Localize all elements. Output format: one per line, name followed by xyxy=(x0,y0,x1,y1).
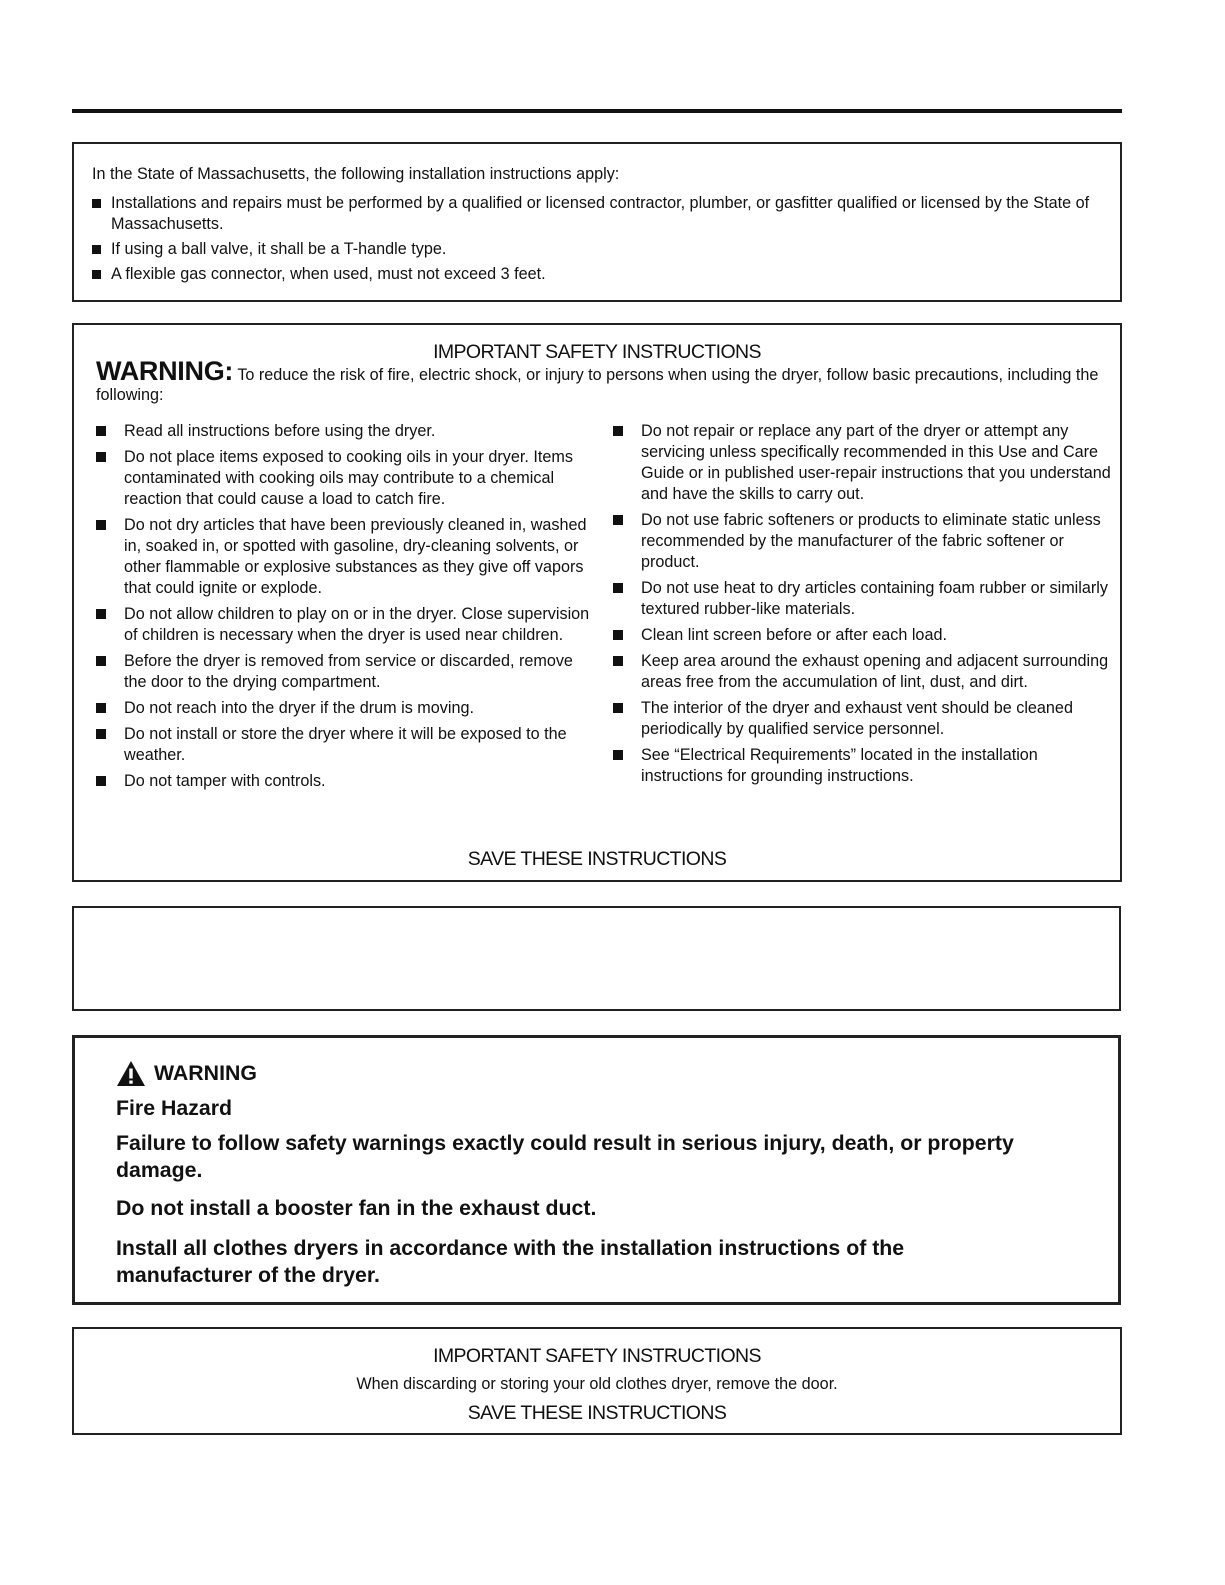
list-item: Before the dryer is removed from service or discarded, remove the door to the drying compartment. xyxy=(96,651,596,693)
empty-box xyxy=(72,906,1121,1011)
safety-heading: IMPORTANT SAFETY INSTRUCTIONS xyxy=(433,341,761,363)
list-item: Do not place items exposed to cooking oils in your dryer. Items contaminated with cooking oils may contribute to a chemical reaction that could cause a load to catch fire. xyxy=(96,447,596,510)
list-item: Read all instructions before using the dryer. xyxy=(96,421,596,442)
list-item: Installations and repairs must be performed by a qualified or licensed contractor, plumber, or gasfitter qualified or licensed by the State of Massachusetts. xyxy=(92,193,1102,235)
top-rule xyxy=(72,109,1122,113)
warning-triangle-icon xyxy=(116,1060,146,1087)
fire-hazard-box xyxy=(72,1035,1121,1305)
list-item: Do not allow children to play on or in the dryer. Close supervision of children is necessary when the dryer is used near children. xyxy=(96,604,596,646)
fire-paragraph: Do not install a booster fan in the exhaust duct. xyxy=(116,1196,597,1220)
door-save-label: SAVE THESE INSTRUCTIONS xyxy=(467,1402,727,1424)
list-item: Do not dry articles that have been previously cleaned in, washed in, soaked in, or spotted with gasoline, dry-cleaning solvents, or other flammable or explosive substances as they give off vapors that could ignite or explode. xyxy=(96,515,596,599)
fire-hazard-title: Fire Hazard xyxy=(116,1096,232,1120)
list-item: Do not repair or replace any part of the dryer or attempt any servicing unless specifically recommended in this Use and Care Guide or in published user-repair instructions that you understand and have the skills to carry out. xyxy=(613,421,1118,505)
list-item: See “Electrical Requirements” located in the installation instructions for grounding instructions. xyxy=(613,745,1118,787)
warning-label: WARNING: xyxy=(96,356,234,386)
list-item: Do not reach into the dryer if the drum is moving. xyxy=(96,698,596,719)
fire-paragraph: Install all clothes dryers in accordance with the installation instructions of the manufacturer of the dryer. xyxy=(116,1236,905,1287)
massachusetts-list xyxy=(92,193,1102,285)
list-item: Do not use heat to dry articles containing foam rubber or similarly textured rubber-like materials. xyxy=(613,578,1118,620)
list-item: The interior of the dryer and exhaust vent should be cleaned periodically by qualified service personnel. xyxy=(613,698,1118,740)
door-text: When discarding or storing your old clothes dryer, remove the door. xyxy=(356,1375,838,1393)
massachusetts-intro: In the State of Massachusetts, the following installation instructions apply: xyxy=(92,165,620,183)
fire-warning-label: WARNING xyxy=(154,1061,257,1085)
safety-right-column xyxy=(613,421,1118,792)
list-item: A flexible gas connector, when used, must not exceed 3 feet. xyxy=(92,264,1102,285)
fire-paragraph: Failure to follow safety warnings exactly could result in serious injury, death, or property damage. xyxy=(116,1131,1014,1182)
fire-warning-heading xyxy=(116,1060,1016,1087)
save-instructions-label: SAVE THESE INSTRUCTIONS xyxy=(467,848,727,870)
door-instructions-box xyxy=(72,1327,1122,1435)
safety-instructions-box xyxy=(72,323,1122,882)
warning-text: To reduce the risk of fire, electric shock, or injury to persons when using the dryer, follow basic precautions, including the following: xyxy=(96,366,1099,404)
safety-warning xyxy=(96,356,1106,405)
massachusetts-box xyxy=(72,142,1122,302)
list-item: If using a ball valve, it shall be a T-handle type. xyxy=(92,239,1102,260)
safety-left-column xyxy=(96,421,596,797)
list-item: Do not use fabric softeners or products to eliminate static unless recommended by the manufacturer of the fabric softener or product. xyxy=(613,510,1118,573)
list-item: Do not tamper with controls. xyxy=(96,771,596,792)
list-item: Do not install or store the dryer where it will be exposed to the weather. xyxy=(96,724,596,766)
door-heading: IMPORTANT SAFETY INSTRUCTIONS xyxy=(433,1345,761,1367)
list-item: Keep area around the exhaust opening and adjacent surrounding areas free from the accumulation of lint, dust, and dirt. xyxy=(613,651,1118,693)
list-item: Clean lint screen before or after each load. xyxy=(613,625,1118,646)
